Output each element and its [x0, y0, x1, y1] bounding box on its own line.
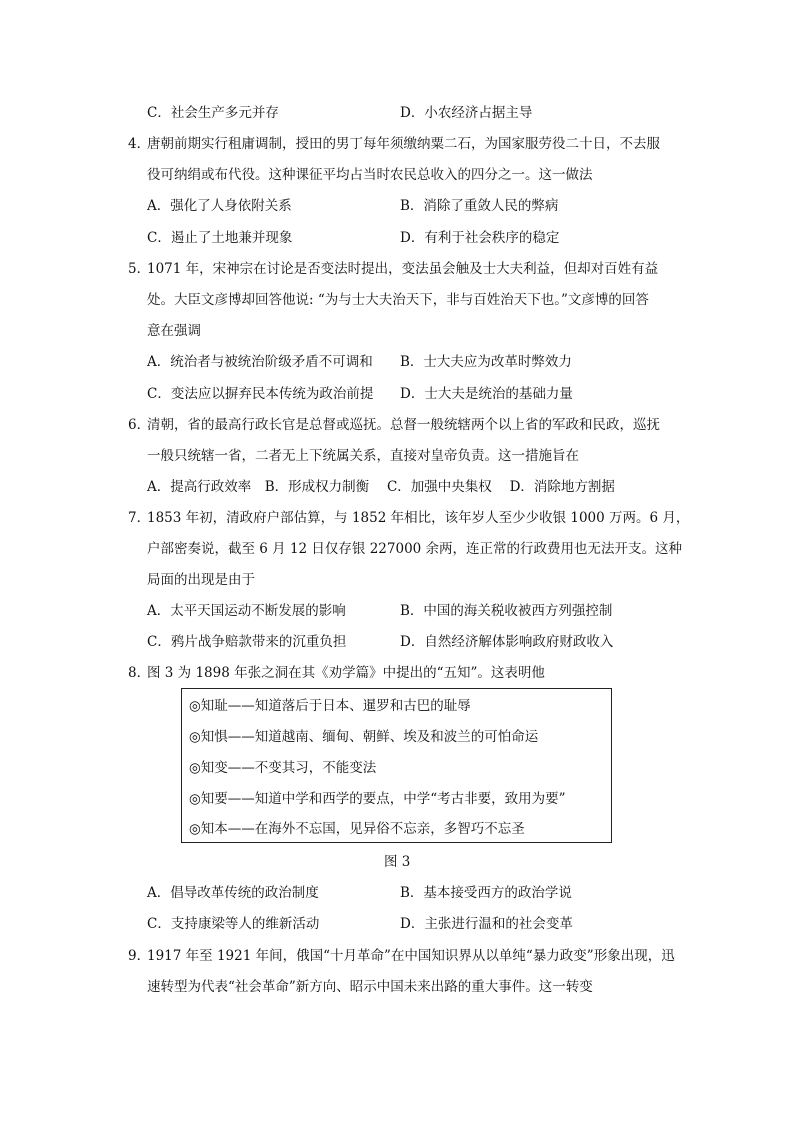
q6-stem-line-2: 一般只统辖一省，二者无上下统属关系，直接对皇帝负责。这一措施旨在 [147, 448, 579, 464]
box-line-zhiben: ◎知本——在海外不忘国，见异俗不忘亲，多智巧不忘圣 [189, 821, 525, 837]
option-text: 士大夫应为改革时弊效力 [423, 354, 572, 370]
q7-stem-line-2: 户部密奏说，截至 6 月 12 日仅存银 227000 余两，连正常的行政费用也无法开支。这种 [147, 541, 683, 557]
q4-number: 4． [128, 136, 151, 152]
option-letter: A． [147, 885, 171, 901]
q7-option-c[interactable] [147, 632, 346, 652]
q6-number: 6． [128, 417, 151, 433]
q7-option-d[interactable] [400, 632, 613, 652]
option-letter: D． [400, 105, 425, 121]
option-letter: B． [400, 885, 424, 901]
box-line-zhiyao: ◎知要——知道中学和西学的要点，中学“考古非要，致用为要” [189, 791, 566, 807]
q9-stem-line-1: 1917 年至 1921 年间，俄国“十月革命”在中国知识界从以单纯“暴力政变”形象出现，迅 [147, 948, 675, 964]
box-line-zhichi: ◎知耻——知道落后于日本、暹罗和古巴的耻辱 [189, 698, 471, 714]
option-letter: A． [147, 603, 171, 619]
q4-stem-line-2: 役可纳绢或布代役。这种课征平均占当时农民总收入的四分之一。这一做法 [147, 167, 593, 183]
option-letter: C． [147, 230, 171, 246]
option-letter: C． [147, 386, 171, 402]
option-letter: A． [147, 198, 171, 214]
q7-stem-line-1: 1853 年初，清政府户部估算，与 1852 年相比，该年岁人至少少收银 1000 万两。6 月， [147, 510, 690, 526]
q4-option-d[interactable] [400, 228, 559, 248]
q5-option-a[interactable] [147, 352, 373, 372]
q8-number: 8． [128, 665, 151, 681]
option-letter: D． [400, 916, 425, 932]
option-text: 有利于社会秩序的稳定 [424, 230, 560, 246]
option-letter: B． [400, 198, 424, 214]
option-text: 社会生产多元并存 [170, 105, 279, 121]
option-text: 基本接受西方的政治学说 [423, 885, 572, 901]
option-letter: D． [400, 386, 425, 402]
option-letter: C． [147, 105, 171, 121]
option-text: 遏止了土地兼并现象 [170, 230, 293, 246]
option-text: 主张进行温和的社会变革 [424, 916, 573, 932]
option-text: 小农经济占据主导 [424, 105, 533, 121]
option-text: 倡导改革传统的政治制度 [170, 885, 319, 901]
q7-stem-line-3: 局面的出现是由于 [147, 572, 255, 588]
q8-option-d[interactable] [400, 914, 573, 934]
q8-stem-line-1: 图 3 为 1898 年张之洞在其《劝学篇》中提出的“五知”。这表明他 [147, 665, 545, 681]
q4-stem-line-1: 唐朝前期实行租庸调制，授田的男丁每年须缴纳粟二石，为国家服劳役二十日，不去服 [147, 136, 660, 152]
q7-option-a[interactable] [147, 601, 346, 621]
q5-option-d[interactable] [400, 384, 573, 404]
q5-stem-line-3: 意在强调 [147, 323, 201, 339]
option-text: 变法应以摒弃民本传统为政治前提 [170, 386, 374, 402]
option-text: 消除了重敛人民的弊病 [423, 198, 559, 214]
option-text: 鸦片战争赔款带来的沉重负担 [170, 634, 347, 650]
figure-3-box [181, 688, 612, 843]
q6-options-line[interactable]: A．提高行政效率 B．形成权力制衡 C．加强中央集权 D．消除地方割据 [147, 479, 615, 495]
q9-number: 9． [128, 948, 151, 964]
option-letter: A． [147, 354, 171, 370]
q7-number: 7． [128, 510, 151, 526]
q3-option-d[interactable] [400, 103, 532, 123]
q5-stem-line-1: 1071 年，宋神宗在讨论是否变法时提出，变法虽会触及士大夫利益，但却对百姓有益 [147, 261, 659, 277]
box-line-zhibian: ◎知变——不变其习，不能变法 [189, 760, 377, 776]
option-letter: B． [400, 354, 424, 370]
option-letter: B． [400, 603, 424, 619]
q4-option-c[interactable] [147, 228, 292, 248]
box-line-zhiju: ◎知惧——知道越南、缅甸、朝鲜、埃及和波兰的可怕命运 [189, 729, 539, 745]
q5-stem-line-2: 处。大臣文彦博却回答他说: “为与士大夫治天下，非与百姓治天下也。”文彦博的回答 [147, 292, 649, 308]
option-text: 太平天国运动不断发展的影响 [170, 603, 346, 619]
q8-option-a[interactable] [147, 883, 319, 903]
q7-option-b[interactable] [400, 601, 612, 621]
q8-option-c[interactable] [147, 914, 319, 934]
q5-option-c[interactable] [147, 384, 373, 404]
option-letter: D． [400, 230, 425, 246]
q8-option-b[interactable] [400, 883, 572, 903]
option-text: 强化了人身依附关系 [170, 198, 292, 214]
option-text: 支持康梁等人的维新活动 [170, 916, 320, 932]
option-text: 中国的海关税收被西方列强控制 [423, 603, 613, 619]
q6-stem-line-1: 清朝，省的最高行政长官是总督或巡抚。总督一般统辖两个以上省的军政和民政，巡抚 [147, 417, 660, 433]
q3-option-c[interactable] [147, 103, 279, 123]
q9-stem-line-2: 速转型为代表“社会革命”新方向、昭示中国未来出路的重大事件。这一转变 [147, 979, 593, 995]
option-letter: C． [147, 634, 171, 650]
option-text: 自然经济解体影响政府财政收入 [424, 634, 614, 650]
option-letter: D． [400, 634, 425, 650]
q4-option-b[interactable] [400, 196, 558, 216]
option-text: 士大夫是统治的基础力量 [424, 386, 573, 402]
option-letter: C． [147, 916, 171, 932]
q4-option-a[interactable] [147, 196, 292, 216]
figure-caption: 图 3 [384, 854, 411, 870]
q5-option-b[interactable] [400, 352, 572, 372]
q5-number: 5． [128, 261, 151, 277]
option-text: 统治者与被统治阶级矛盾不可调和 [170, 354, 373, 370]
